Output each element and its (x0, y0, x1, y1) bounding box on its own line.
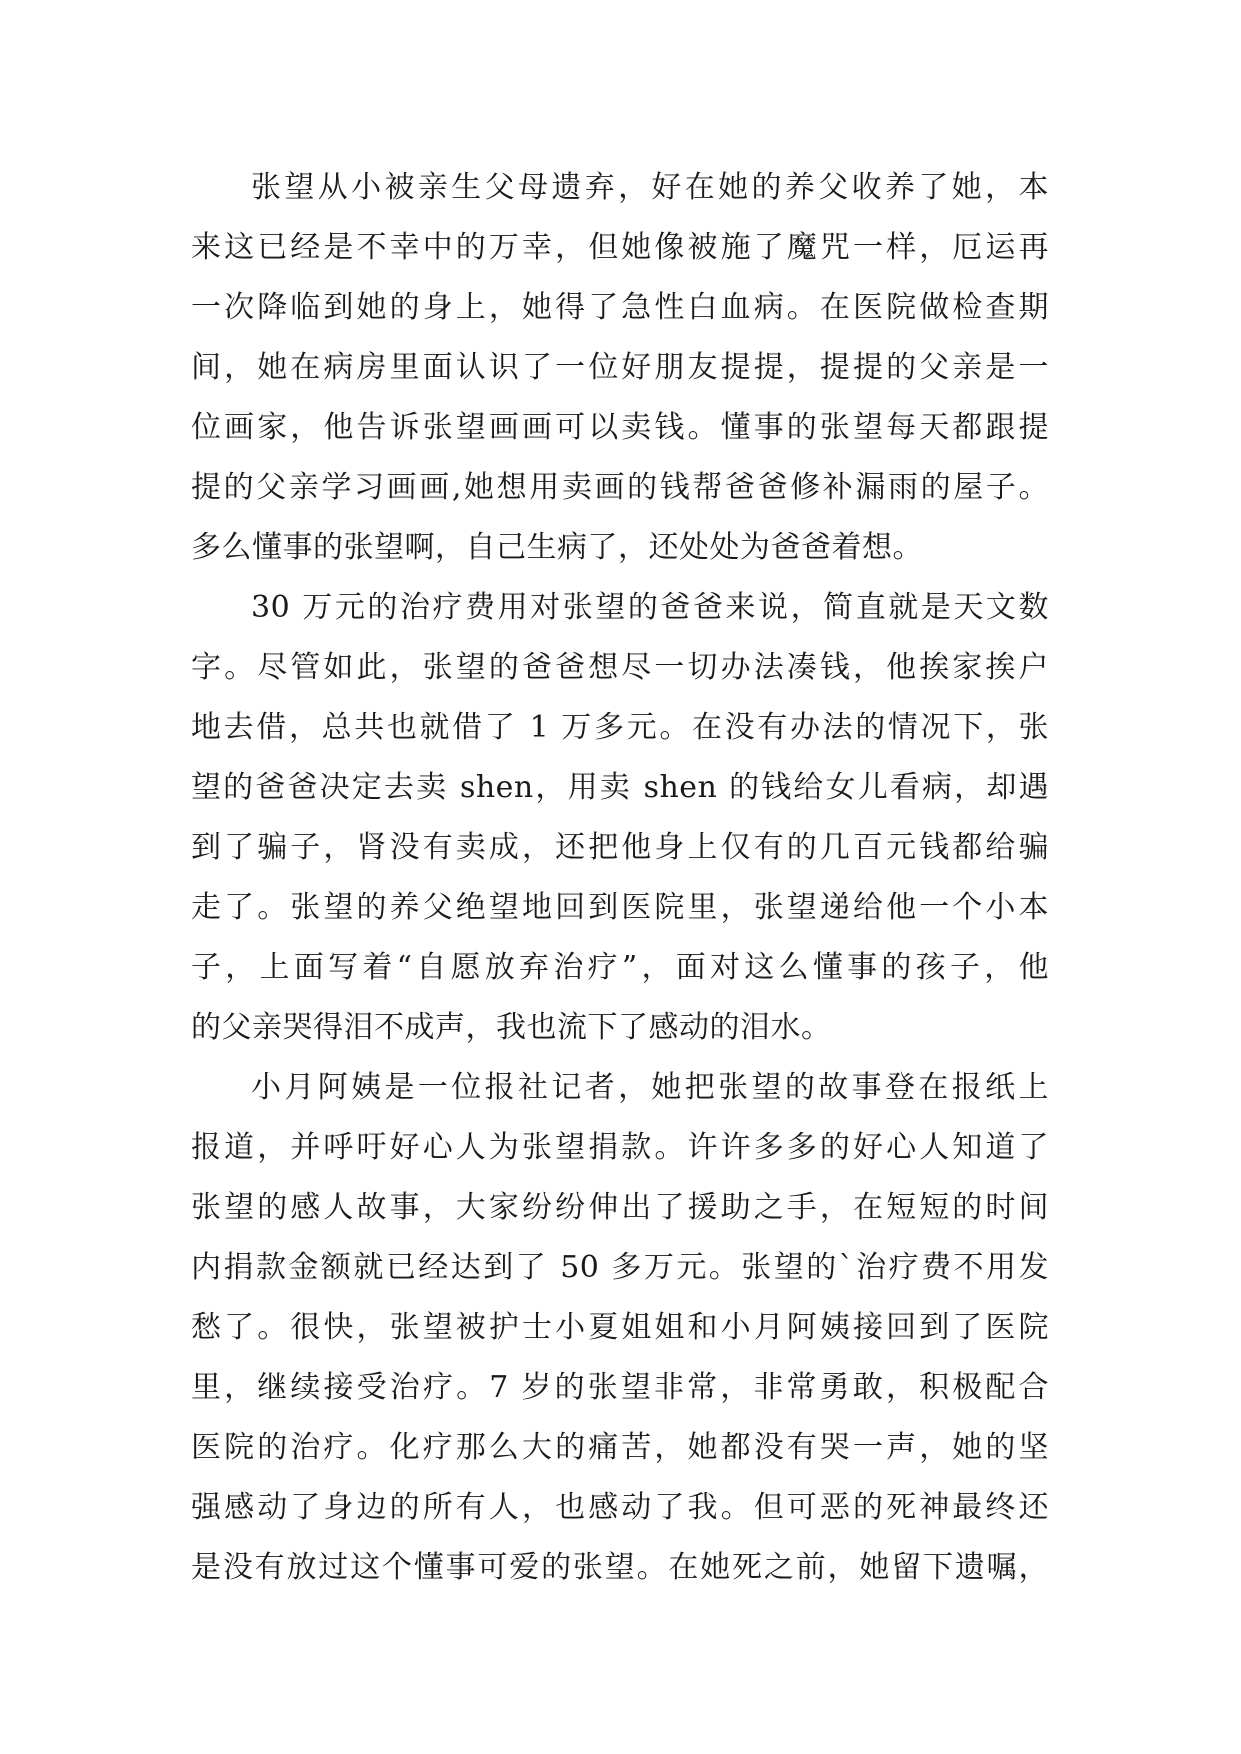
article-body (191, 158, 1049, 1598)
text-line: 子，上面写着“自愿放弃治疗”，面对这么懂事的孩子，他 (191, 950, 1049, 985)
text-line: 望的爸爸决定去卖 shen，用卖 shen 的钱给女儿看病，却遇 (191, 770, 1049, 805)
text-line: 小月阿姨是一位报社记者，她把张望的故事登在报纸上 (251, 1070, 1049, 1105)
text-line: 张望的感人故事，大家纷纷伸出了援助之手，在短短的时间 (191, 1190, 1049, 1225)
text-line: 走了。张望的养父绝望地回到医院里，张望递给他一个小本 (191, 890, 1049, 925)
text-line: 医院的治疗。化疗那么大的痛苦，她都没有哭一声，她的坚 (191, 1430, 1049, 1465)
text-line: 愁了。很快，张望被护士小夏姐姐和小月阿姨接回到了医院 (191, 1310, 1049, 1345)
text-line: 多么懂事的张望啊，自己生病了，还处处为爸爸着想。 (191, 530, 923, 565)
text-line: 30 万元的治疗费用对张望的爸爸来说，简直就是天文数 (251, 590, 1049, 625)
text-line: 是没有放过这个懂事可爱的张望。在她死之前，她留下遗嘱， (191, 1550, 1049, 1585)
text-line: 来这已经是不幸中的万幸，但她像被施了魔咒一样，厄运再 (191, 230, 1049, 265)
text-line: 报道，并呼吁好心人为张望捐款。许许多多的好心人知道了 (191, 1130, 1049, 1165)
text-line: 位画家，他告诉张望画画可以卖钱。懂事的张望每天都跟提 (191, 410, 1049, 445)
text-line: 到了骗子，肾没有卖成，还把他身上仅有的几百元钱都给骗 (191, 830, 1049, 865)
text-line: 提的父亲学习画画,她想用卖画的钱帮爸爸修补漏雨的屋子。 (191, 470, 1049, 505)
paragraph-3 (191, 1058, 1049, 1598)
text-line: 内捐款金额就已经达到了 50 多万元。张望的`治疗费不用发 (191, 1250, 1049, 1285)
text-line: 里，继续接受治疗。7 岁的张望非常，非常勇敢，积极配合 (191, 1370, 1049, 1405)
text-line: 强感动了身边的所有人，也感动了我。但可恶的死神最终还 (191, 1490, 1049, 1525)
text-line: 一次降临到她的身上，她得了急性白血病。在医院做检查期 (191, 290, 1049, 325)
text-line: 地去借，总共也就借了 1 万多元。在没有办法的情况下，张 (191, 710, 1049, 745)
text-line: 的父亲哭得泪不成声，我也流下了感动的泪水。 (191, 1010, 832, 1045)
text-line: 字。尽管如此，张望的爸爸想尽一切办法凑钱，他挨家挨户 (191, 650, 1049, 685)
text-line: 张望从小被亲生父母遗弃，好在她的养父收养了她，本 (251, 170, 1049, 205)
paragraph-1 (191, 158, 1049, 578)
paragraph-2 (191, 578, 1049, 1058)
text-line: 间，她在病房里面认识了一位好朋友提提，提提的父亲是一 (191, 350, 1049, 385)
